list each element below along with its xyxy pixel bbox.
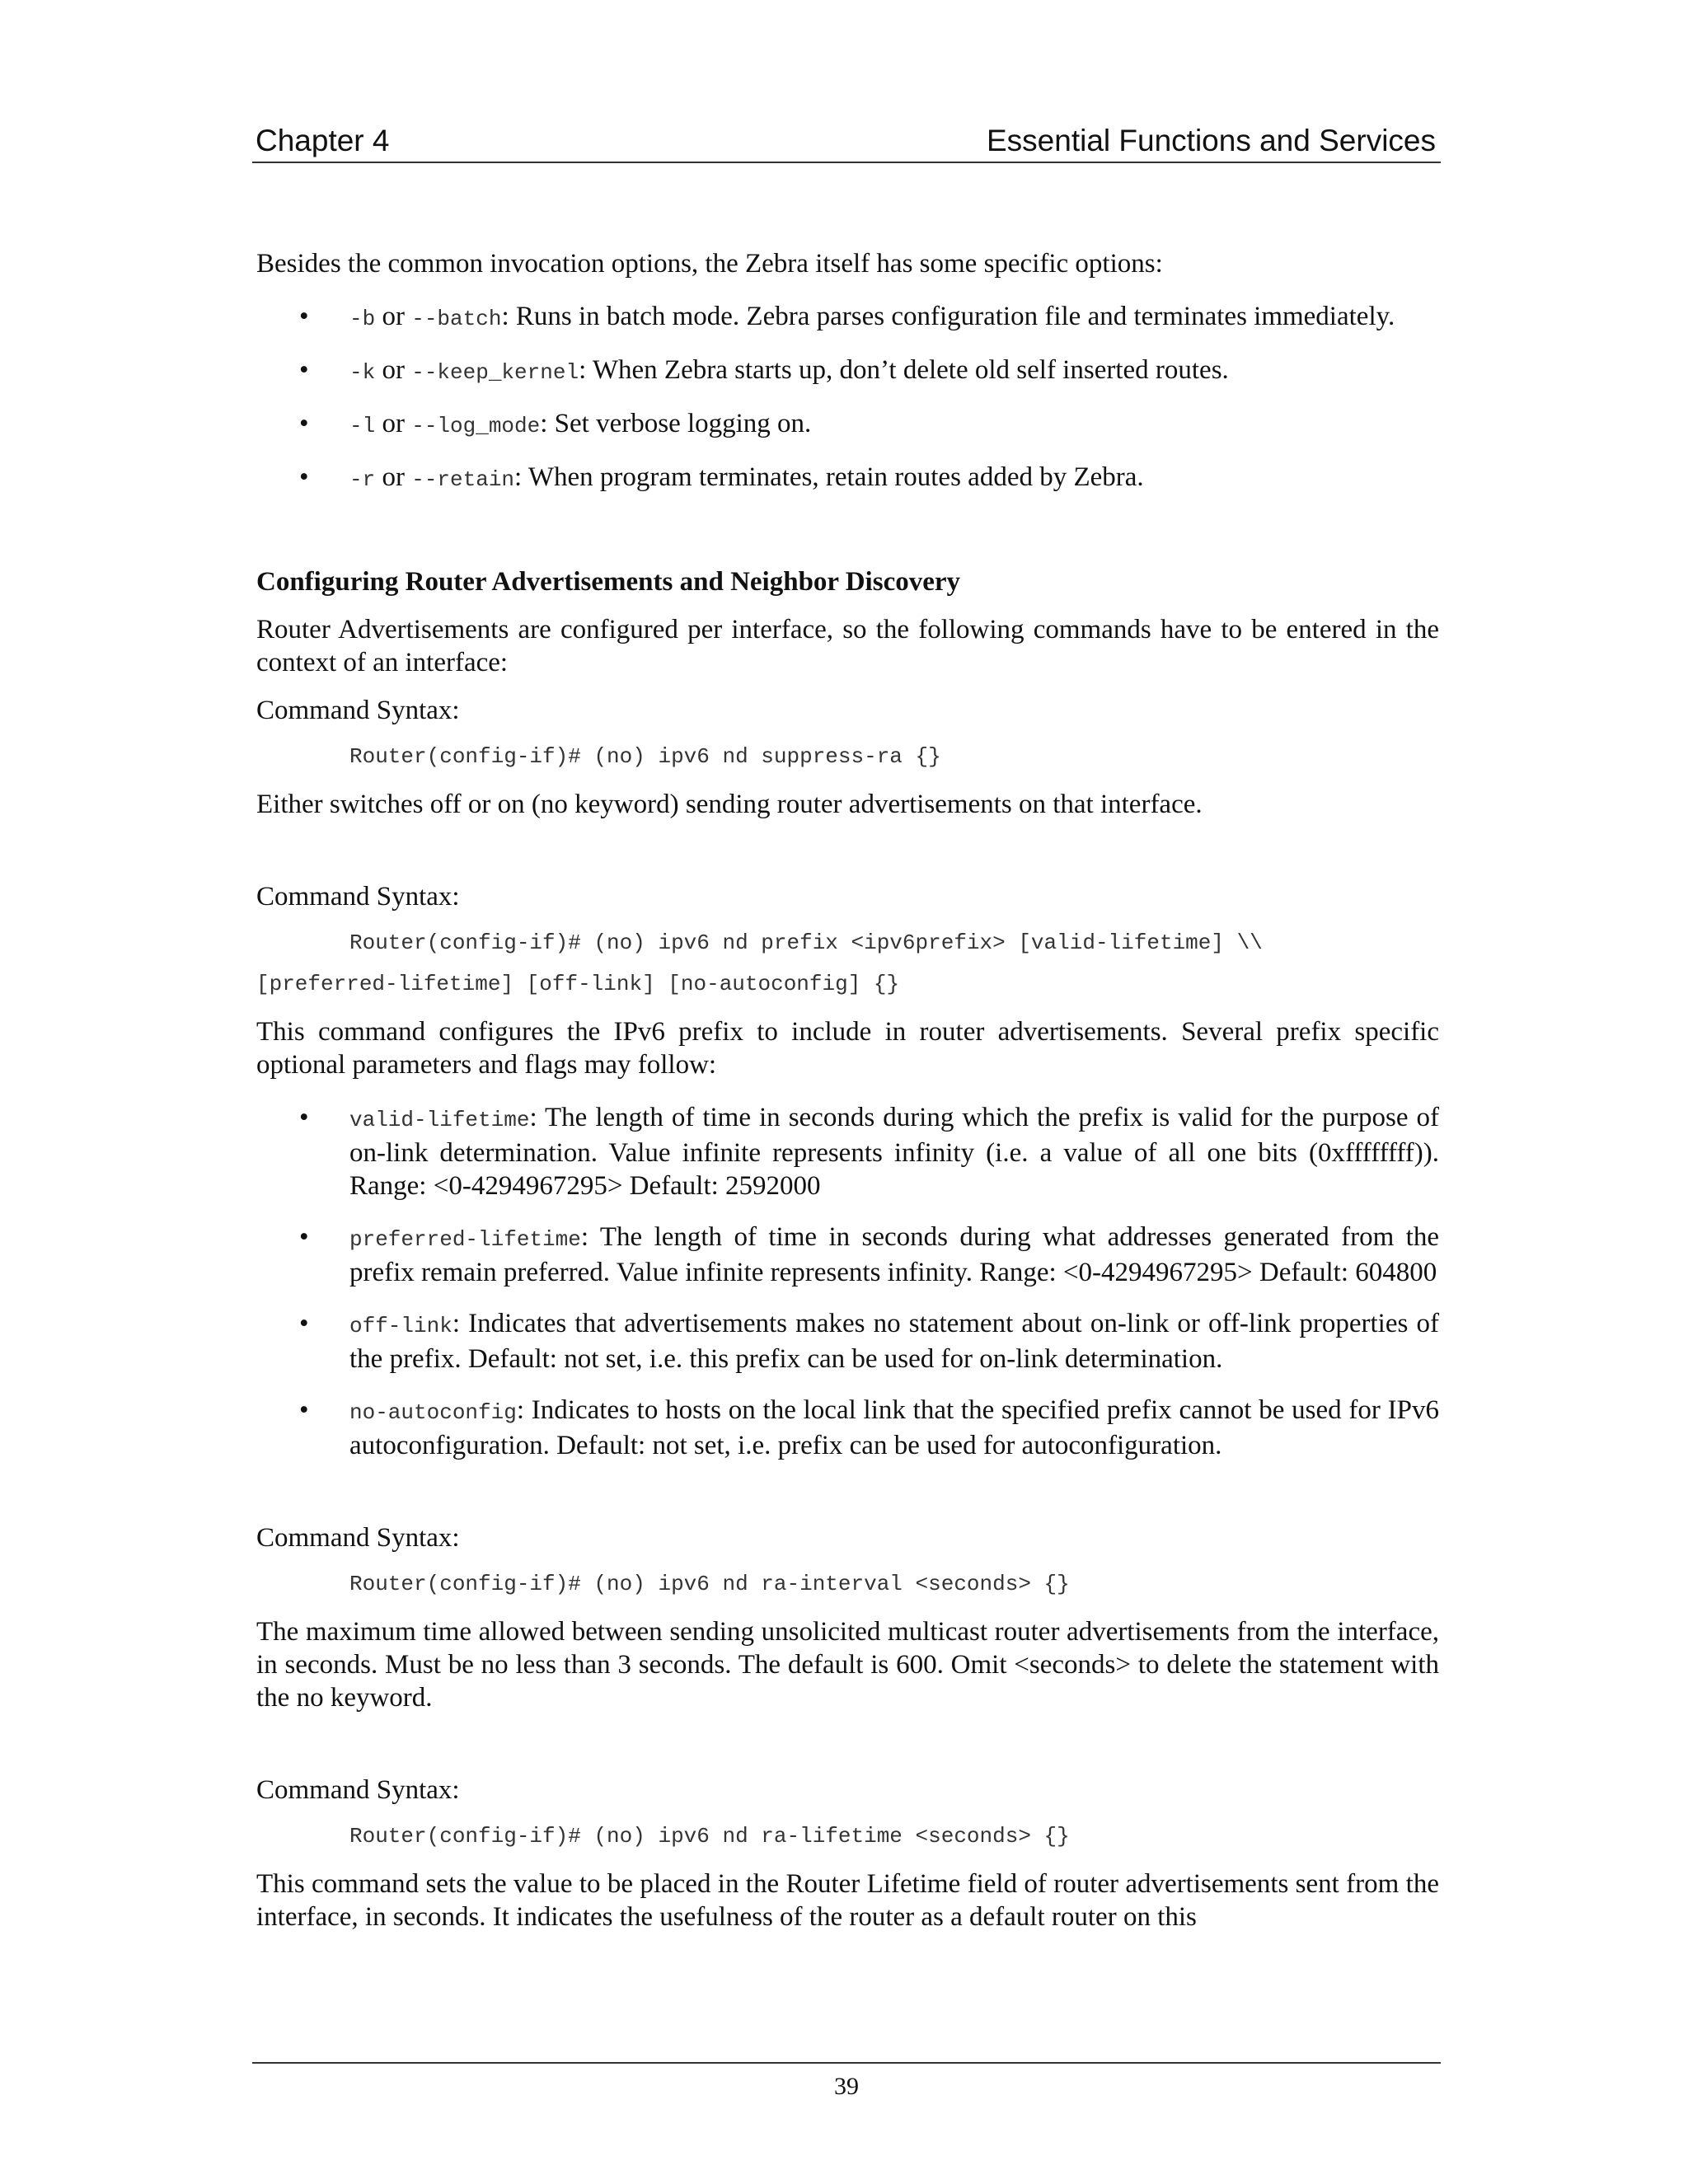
- option-description: : Set verbose logging on.: [540, 409, 812, 438]
- chapter-title: Essential Functions and Services: [987, 124, 1436, 157]
- option-joiner: or: [375, 462, 412, 492]
- page-footer: [252, 2062, 1441, 2105]
- command-code: Router(config-if)# (no) ipv6 nd suppress-ra {}: [349, 744, 941, 769]
- prefix-parameters-list: [256, 1101, 1439, 1462]
- list-item: [256, 407, 1439, 443]
- option-joiner: or: [375, 409, 412, 438]
- parameter-description: : Indicates to hosts on the local link that the specified prefix cannot be used for IPv6 autoconfiguration. Default: not set, i.e. prefix can be used for autoconfiguration.: [349, 1395, 1439, 1460]
- option-short-flag: -b: [349, 307, 376, 331]
- command-syntax-label: Command Syntax:: [256, 882, 460, 912]
- command-code: Router(config-if)# (no) ipv6 nd prefix <ipv6prefix> [valid-lifetime] \\: [349, 930, 1263, 955]
- option-description: : Runs in batch mode. Zebra parses configuration file and terminates immediately.: [501, 302, 1395, 331]
- parameter-name: preferred-lifetime: [349, 1227, 581, 1252]
- command-syntax-label: Command Syntax:: [256, 1775, 460, 1805]
- option-description: : When Zebra starts up, don’t delete old self inserted routes.: [579, 355, 1229, 385]
- intro-paragraph: Besides the common invocation options, the Zebra itself has some specific options:: [256, 249, 1163, 279]
- parameter-name: no-autoconfig: [349, 1400, 517, 1425]
- section-heading: Configuring Router Advertisements and Neighbor Discovery: [256, 567, 961, 597]
- page-body: [256, 247, 1439, 1933]
- option-long-flag: --batch: [411, 307, 502, 331]
- command-syntax-label: Command Syntax:: [256, 696, 460, 725]
- chapter-label: Chapter 4: [256, 124, 390, 157]
- option-long-flag: --retain: [411, 467, 515, 492]
- command-code-continuation: [preferred-lifetime] [off-link] [no-autoconfig] {}: [256, 972, 900, 996]
- page-header: [252, 120, 1441, 163]
- list-item: [256, 461, 1439, 496]
- option-short-flag: -r: [349, 467, 376, 492]
- option-short-flag: -k: [349, 360, 376, 385]
- command-description: Either switches off or on (no keyword) sending router advertisements on that interface.: [256, 790, 1203, 819]
- parameter-name: valid-lifetime: [349, 1108, 530, 1132]
- command-description: The maximum time allowed between sending unsolicited multicast router advertisements from the interface, in seconds. Must be no less than 3 seconds. The default is 600. Omit <seconds> to delete the statement with the no keyword.: [256, 1617, 1439, 1713]
- zebra-options-list: [256, 300, 1439, 496]
- option-joiner: or: [375, 302, 412, 331]
- command-code: Router(config-if)# (no) ipv6 nd ra-lifetime <seconds> {}: [349, 1824, 1070, 1849]
- option-long-flag: --keep_kernel: [411, 360, 579, 385]
- parameter-description: : The length of time in seconds during which the prefix is valid for the purpose of on-link determination. Value infinite represents infinity (i.e. a value of all one bits (0xffffffff)). Range: <0-4294967295> Default: 2592000: [349, 1103, 1439, 1201]
- page-number: 39: [834, 2073, 859, 2100]
- section-intro: Router Advertisements are configured per interface, so the following commands have to be entered in the context of an interface:: [256, 615, 1439, 677]
- list-item: [256, 1307, 1439, 1376]
- list-item: [256, 1101, 1439, 1202]
- list-item: [256, 1394, 1439, 1462]
- option-joiner: or: [375, 355, 412, 385]
- option-description: : When program terminates, retain routes added by Zebra.: [514, 462, 1144, 492]
- list-item: [256, 300, 1439, 335]
- list-item: [256, 1221, 1439, 1289]
- parameter-name: off-link: [349, 1314, 452, 1338]
- command-description: This command sets the value to be placed in the Router Lifetime field of router advertisements sent from the interface, in seconds. It indicates the usefulness of the router as a default router on this: [256, 1869, 1439, 1932]
- option-short-flag: -l: [349, 414, 376, 438]
- command-code: Router(config-if)# (no) ipv6 nd ra-interval <seconds> {}: [349, 1572, 1070, 1596]
- option-long-flag: --log_mode: [411, 414, 541, 438]
- parameter-description: : The length of time in seconds during what addresses generated from the prefix remain preferred. Value infinite represents infinity. Range: <0-4294967295> Default: 604800: [349, 1222, 1439, 1287]
- command-syntax-label: Command Syntax:: [256, 1523, 460, 1553]
- list-item: [256, 354, 1439, 389]
- command-description: This command configures the IPv6 prefix to include in router advertisements. Several prefix specific optional parameters and flags may follow:: [256, 1017, 1439, 1080]
- parameter-description: : Indicates that advertisements makes no statement about on-link or off-link properties of the prefix. Default: not set, i.e. this prefix can be used for on-link determination.: [349, 1309, 1439, 1374]
